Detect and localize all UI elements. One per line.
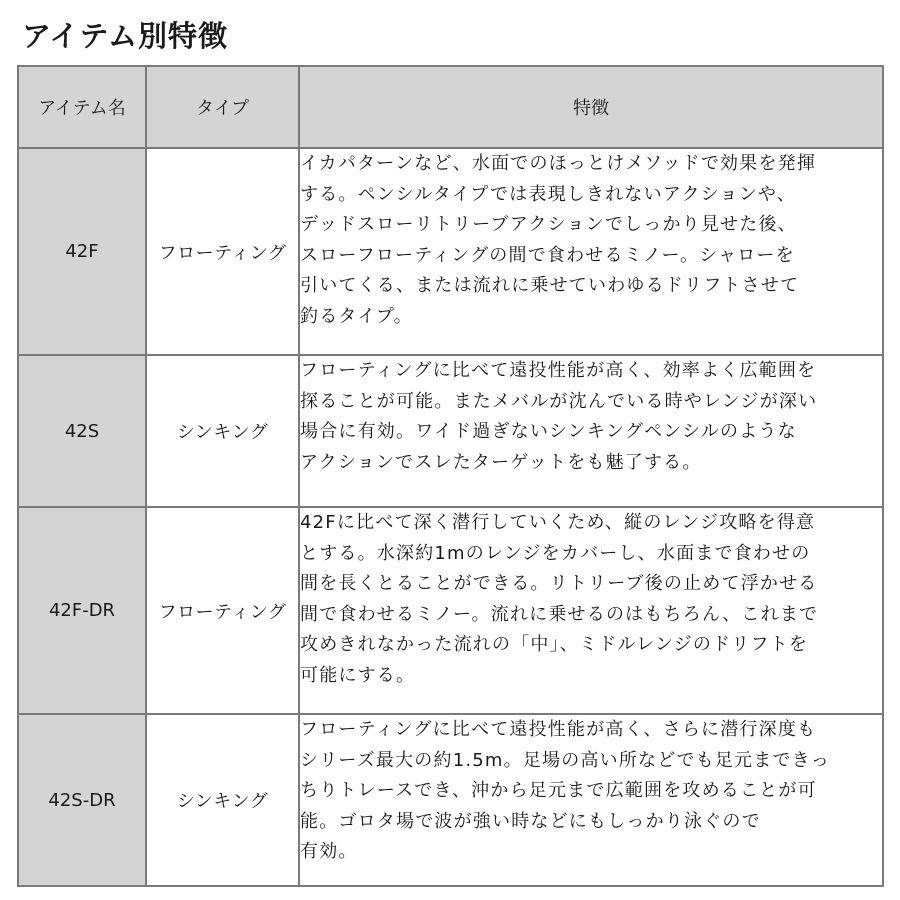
table-row [18,355,883,507]
feature-line: 有効。 [300,841,358,862]
item-feature-cell [299,507,883,714]
item-name-cell: 42S [18,355,146,507]
feature-line: 攻めきれなかった流れの「中」、ミドルレンジのドリフトを [300,634,809,655]
feature-line: 可能にする。 [300,664,416,686]
feature-line: とする。水深約1mのレンジをカバーし、水面まで食わせの [300,542,811,564]
feature-line: 間を長くとることができる。リトリーブ後の止めて浮かせる [300,573,818,594]
feature-line: 間で食わせるミノー。流れに乗せるのはもちろん、これまで [300,603,819,625]
header-feature: 特徴 [299,66,883,148]
feature-line: 引いてくる、または流れに乗せていわゆるドリフトさせて [300,275,800,296]
table-row [18,507,883,714]
feature-line: フローティングに比べて遠投性能が高く、さらに潜行深度も [300,719,817,740]
item-name-cell: 42F [18,148,146,355]
table-row [18,714,883,886]
table-header-row [18,66,883,148]
header-item-name: アイテム名 [18,66,146,148]
feature-line: フローティングに比べて遠投性能が高く、効率よく広範囲を [300,360,817,381]
item-name-cell: 42F-DR [18,507,146,714]
feature-line: 42Fに比べて深く潜行していくため、縦のレンジ攻略を得意 [300,512,816,533]
item-type-cell: フローティング [146,507,299,714]
feature-line: ちりトレースでき、沖から足元まで広範囲を攻めることが可 [300,780,817,801]
item-features-table [17,65,884,887]
feature-line: スローフローティングの間で食わせるミノー。シャローを [300,244,795,266]
feature-line: 能。ゴロタ場で波が強い時などにもしっかり泳ぐので [300,810,761,832]
feature-line: イカパターンなど、水面でのほっとけメソッドで効果を発揮 [300,153,817,174]
feature-line: 釣るタイプ。 [300,305,413,327]
feature-line: アクションでスレたターゲットをも魅了する。 [300,451,702,473]
feature-line: する。ペンシルタイプでは表現しきれないアクションや、 [300,183,796,205]
page-title: アイテム別特徴 [22,19,228,53]
feature-line: 探ることが可能。またメバルが沈んでいる時やレンジが深い [300,390,818,412]
feature-line: デッドスローリトリーブアクションでしっかり見せた後、 [300,214,797,235]
item-feature-cell [299,355,883,507]
table-row [18,148,883,355]
feature-line: 場合に有効。ワイド過ぎないシンキングペンシルのような [300,421,797,442]
item-type-cell: シンキング [146,714,299,886]
item-name-cell: 42S-DR [18,714,146,886]
item-feature-cell [299,148,883,355]
item-type-cell: シンキング [146,355,299,507]
item-type-cell: フローティング [146,148,299,355]
item-feature-cell [299,714,883,886]
feature-line: シリーズ最大の約1.5m。足場の高い所などでも足元まできっ [300,749,831,771]
header-type: タイプ [146,66,299,148]
